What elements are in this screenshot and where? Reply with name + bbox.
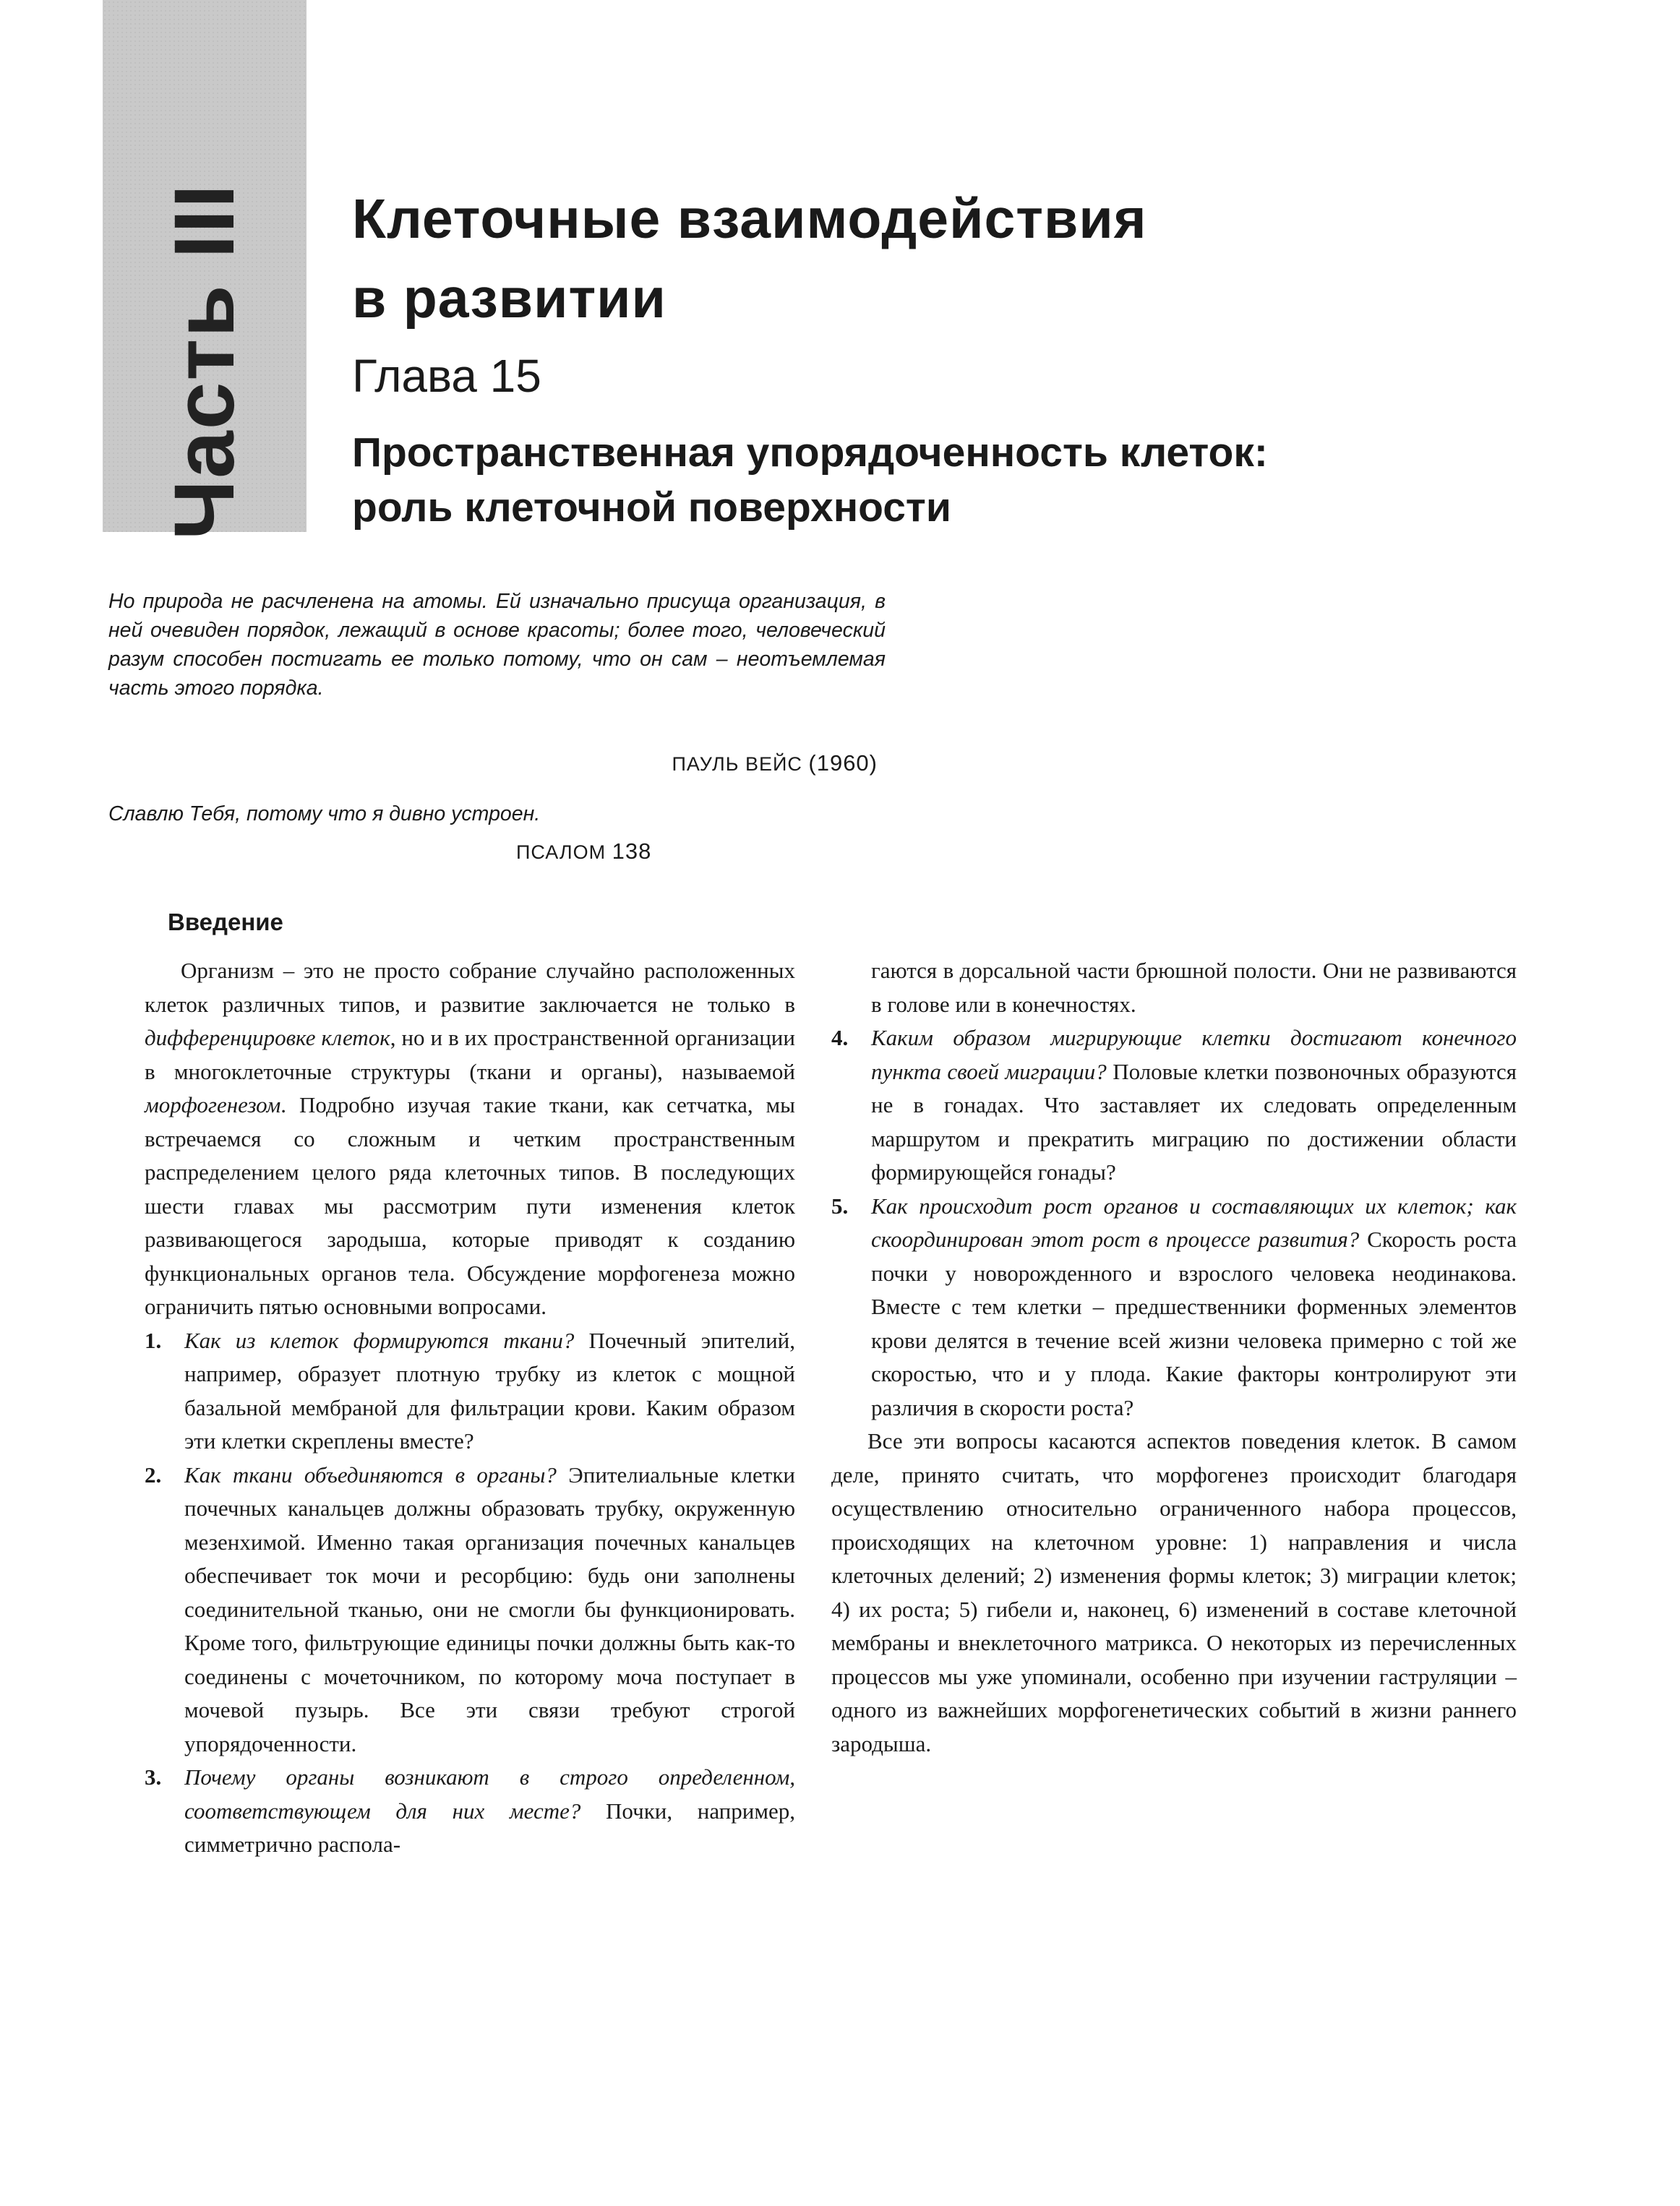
question-number: 2. [145,1462,162,1488]
question-text: Как происходит рост органов и составляющих их клеток; как скоординирован этот рост в процессе развития? [871,1193,1517,1252]
intro-term-differentiation: дифференцировке клеток [145,1025,390,1050]
part-title-line-2: в развитии [352,267,667,330]
section-heading: Введение [168,909,283,935]
epigraph-text: Но природа не расчленена на атомы. Ей изначально присуща организация, в ней очевиден порядок, лежащий в основе красоты; более того, человеческий разум способен постигать ее только потому, что он сам – неотъемлемая часть этого порядка. [108,590,886,700]
part-title-line-1: Клеточные взаимодействия [352,188,1147,250]
text-column-right [831,954,1517,1761]
question-item [831,1021,1517,1190]
intro-text-1: Организм – это не просто собрание случайно расположенных клеток различных типов, и развитие заключается не только в [145,958,795,1017]
question-text: Каким образом мигрирующие клетки достигают конечного пункта своей миграции? [871,1025,1517,1084]
psalm-ref-number: 138 [612,838,652,864]
question-answer: Эпителиальные клетки почечных канальцев должны образовать трубку, окруженную мезенхимой. Именно такая организация почечных канальцев обеспечивает ток мочи и ресорбцию: будь они заполнены соединительной тканью, они не смогли бы функционировать. Кроме того, фильтрующие единицы почки должны быть как-то соединены с мочеточником, по которому моча поступает в мочевой пузырь. Все эти связи требуют строгой упорядоченности. [184,1462,795,1756]
question-answer: Почечный эпителий, например, образует плотную трубку из клеток с мощной базальной мембраной для фильтрации крови. Каким образом эти клетки скреплены вместе? [184,1327,795,1454]
part-title [352,179,1581,338]
question-answer: Половые клетки позвоночных образуются не в гонадах. Что заставляет их следовать определенным маршрутом и прекратить миграцию по достижении области формирующейся гонады? [871,1058,1517,1185]
question-answer: Скорость роста почки у новорожденного и взрослого человека неодинакова. Вместе с тем клетки – предшественники форменных элементов крови делятся в течение всей жизни человека примерно с той же скоростью, что и у плода. Какие факторы контролируют эти различия в скорости роста? [871,1227,1517,1420]
intro-text-3: . Подробно изучая такие ткани, как сетчатка, мы встречаемся со сложным и четким пространственным распределением целого ряда клеточных типов. В последующих шести главах мы рассмотрим пути изменения клеток развивающегося зародыша, которые приводят к созданию функциональных органов тела. Обсуждение морфогенеза можно ограничить пятью основными вопросами. [145,1092,795,1319]
question-body [184,1459,795,1761]
epigraph-attribution [672,750,878,776]
text-column-left [145,954,795,1862]
question-answer: Почки, например, симметрично распола- [184,1798,795,1857]
question-text: Почему органы возникают в строго определенном, соответствующем для них месте? [184,1764,795,1824]
part-label: Часть III [157,183,252,540]
question-body-continued: гаются в дорсальной части брюшной полости. Они не развиваются в голове или в конечностях. [871,958,1517,1017]
question-item [145,1324,795,1459]
question-item-continued [831,954,1517,1021]
question-item [145,1459,795,1761]
intro-term-morphogenesis: морфогенезом [145,1092,281,1117]
intro-paragraph [145,954,795,1324]
epigraph-author: ПАУЛЬ ВЕЙС [672,753,802,775]
chapter-number: Глава 15 [352,350,541,402]
question-body [871,1021,1517,1190]
chapter-title [352,425,1581,535]
question-body [871,1190,1517,1425]
psalm-quote: Славлю Тебя, потому что я дивно устроен. [108,802,541,825]
question-number: 5. [831,1193,849,1219]
question-number: 1. [145,1327,162,1353]
conclusion-paragraph: Все эти вопросы касаются аспектов поведения клеток. В самом деле, принято считать, что морфогенез происходит благодаря осуществлению относительно ограниченного набора процессов, происходящих на клеточном уровне: 1) направления и числа клеточных делений; 2) изменения формы клеток; 3) миграции клеток; 4) их роста; 5) гибели и, наконец, 6) изменений в составе клеточной мембраны и внеклеточного матрикса. О некоторых из перечисленных процессов мы уже упоминали, особенно при изучении гаструляции – одного из важнейших морфогенетических событий в жизни раннего зародыша. [831,1428,1517,1756]
psalm-ref-label: ПСАЛОМ [516,841,607,863]
question-number: 4. [831,1025,849,1050]
chapter-title-line-2: роль клеточной поверхности [352,484,951,531]
question-text: Как ткани объединяются в органы? [184,1462,557,1488]
question-number: 3. [145,1764,162,1790]
chapter-title-line-1: Пространственная упорядоченность клеток: [352,429,1268,476]
intro-text-2: , но и в их пространственной организации в многоклеточные структуры (ткани и органы), называемой [145,1025,795,1084]
epigraph-year: (1960) [808,750,878,776]
question-item [145,1761,795,1862]
question-body [184,1761,795,1862]
question-text: Как из клеток формируются ткани? [184,1327,575,1353]
psalm-reference [516,838,651,864]
question-item [831,1190,1517,1425]
question-body [184,1324,795,1459]
